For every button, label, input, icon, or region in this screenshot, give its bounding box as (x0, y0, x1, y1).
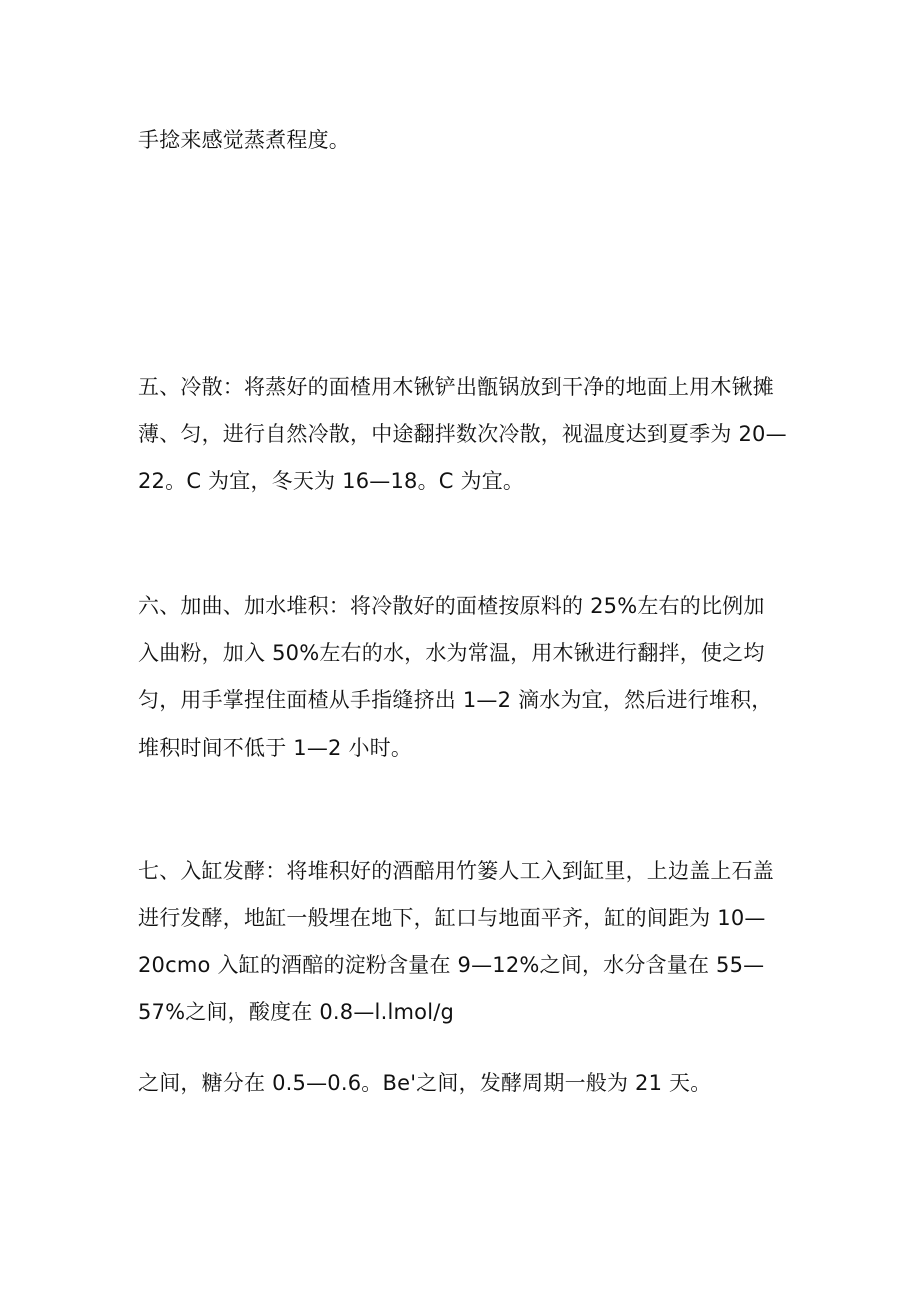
section-5-line-2: 薄、匀，进行自然冷散，中途翻拌数次冷散，视温度达到夏季为 20— (138, 422, 787, 446)
section-6-line-3: 匀，用手掌捏住面楂从手指缝挤出 1—2 滴水为宜，然后进行堆积， (138, 688, 773, 712)
section-6-line-1: 六、加曲、加水堆积：将冷散好的面楂按原料的 25%左右的比例加 (138, 594, 765, 618)
section-5-line-1: 五、冷散：将蒸好的面楂用木锹铲出甑锅放到干净的地面上用木锹摊 (138, 375, 774, 399)
section-7-line-1: 七、入缸发酵：将堆积好的酒醅用竹篓人工入到缸里，上边盖上石盖 (138, 859, 774, 883)
section-6-line-2: 入曲粉，加入 50%左右的水，水为常温，用木锹进行翻拌，使之均 (138, 641, 765, 665)
section-7-line-2: 进行发酵，地缸一般埋在地下，缸口与地面平齐，缸的间距为 10— (138, 906, 766, 930)
section-6-line-4: 堆积时间不低于 1—2 小时。 (138, 736, 413, 760)
section-5-line-3: 22。C 为宜，冬天为 16—18。C 为宜。 (138, 469, 525, 493)
section-7-line-5: 之间，糖分在 0.5—0.6。Be'之间，发酵周期一般为 21 天。 (138, 1071, 712, 1095)
section-7-line-4: 57%之间，酸度在 0.8—l.lmol/g (138, 1000, 455, 1024)
intro-line-1: 手捻来感觉蒸煮程度。 (138, 128, 350, 152)
section-7-line-3: 20cmo 入缸的酒醅的淀粉含量在 9—12%之间，水分含量在 55— (138, 953, 765, 977)
